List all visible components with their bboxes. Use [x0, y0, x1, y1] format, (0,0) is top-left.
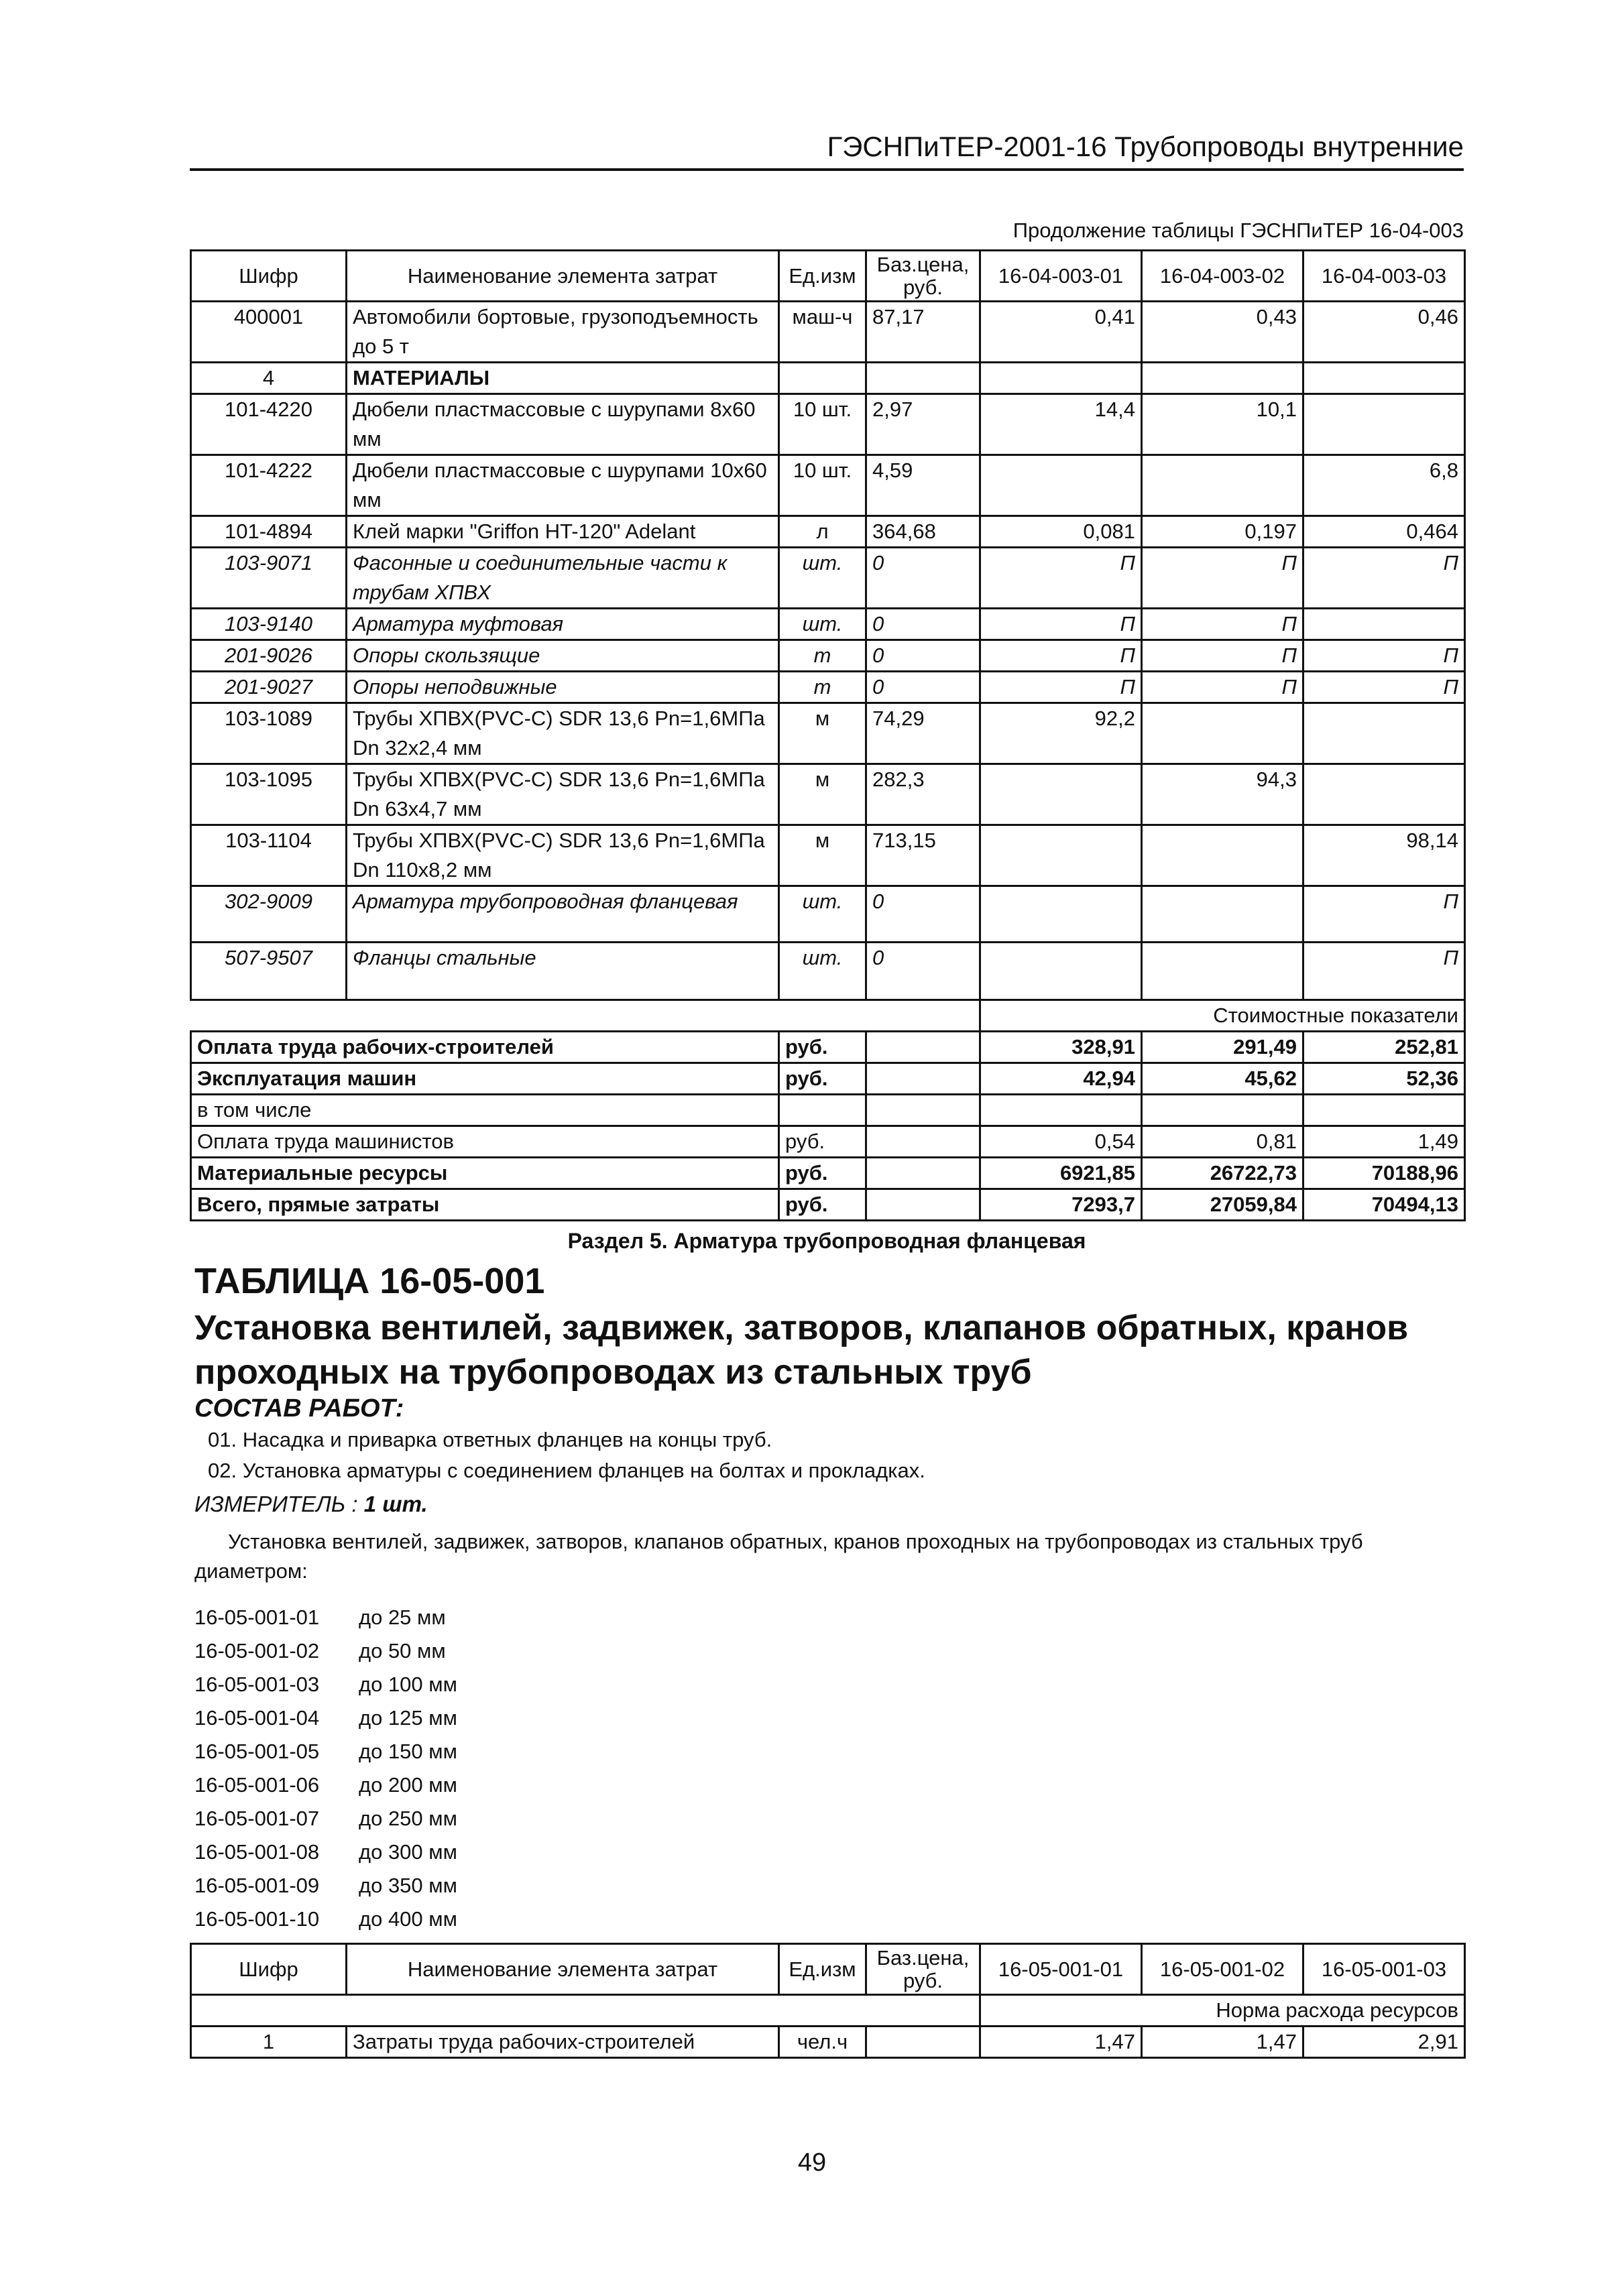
variant-code: 16-05-001-09	[194, 1874, 320, 1897]
row-value-1	[980, 455, 1142, 516]
row-value-3	[1303, 609, 1465, 640]
cost-row	[191, 1189, 1465, 1221]
header-code: Шифр	[191, 251, 347, 302]
header-col-3: 16-05-001-03	[1303, 1944, 1465, 1995]
row-unit	[779, 363, 866, 394]
cost-row	[191, 1158, 1465, 1189]
row-value-3: П	[1303, 548, 1465, 609]
row-value-2: П	[1142, 548, 1303, 609]
variant-row	[194, 1606, 446, 1630]
row-value-2	[1142, 943, 1303, 1000]
row-code: 103-1095	[191, 764, 347, 825]
cost-unit: руб.	[779, 1032, 866, 1063]
row-price: 0	[866, 640, 980, 672]
table-row	[191, 455, 1465, 516]
row-unit: 10 шт.	[779, 394, 866, 455]
running-header: ГЭСНПиТЕР-2001-16 Трубопроводы внутренние	[190, 131, 1464, 171]
row-unit: т	[779, 640, 866, 672]
row-code: 103-1089	[191, 703, 347, 764]
row-code: 201-9027	[191, 672, 347, 703]
work-item: 01. Насадка и приварка ответных фланцев на концы труб.	[208, 1428, 772, 1451]
row-unit: м	[779, 825, 866, 886]
cost-value-1: 0,54	[980, 1126, 1142, 1158]
row-value-2: 10,1	[1142, 394, 1303, 455]
variant-code: 16-05-001-04	[194, 1706, 320, 1730]
cost-price-empty	[866, 1032, 980, 1063]
table-code: ТАБЛИЦА 16-05-001	[194, 1261, 545, 1301]
row-name: Опоры скользящие	[347, 640, 779, 672]
table-row	[191, 764, 1465, 825]
table-row	[191, 825, 1465, 886]
cost-header-spacer	[191, 1000, 980, 1032]
row-unit: т	[779, 672, 866, 703]
variant-code: 16-05-001-03	[194, 1673, 320, 1696]
norm-header-spacer	[191, 1995, 980, 2027]
row-value-2: П	[1142, 609, 1303, 640]
cost-value-1	[980, 1095, 1142, 1126]
row-value-2: П	[1142, 672, 1303, 703]
table-row	[191, 394, 1465, 455]
cost-name: Оплата труда рабочих-строителей	[191, 1032, 779, 1063]
variant-code: 16-05-001-01	[194, 1606, 320, 1629]
row-code: 4	[191, 363, 347, 394]
cost-unit: руб.	[779, 1158, 866, 1189]
resource-table-16-05-001	[190, 1943, 1466, 2059]
cost-row	[191, 1095, 1465, 1126]
row-value-3: П	[1303, 886, 1465, 943]
header-row	[191, 251, 1465, 302]
variant-text: до 400 мм	[359, 1907, 457, 1931]
row-price	[866, 2027, 980, 2058]
cost-value-3	[1303, 1095, 1465, 1126]
variant-row	[194, 1639, 446, 1663]
cost-unit	[779, 1095, 866, 1126]
row-value-3	[1303, 394, 1465, 455]
row-price: 0	[866, 548, 980, 609]
row-name: МАТЕРИАЛЫ	[347, 363, 779, 394]
row-unit: м	[779, 764, 866, 825]
row-code: 302-9009	[191, 886, 347, 943]
row-name: Арматура муфтовая	[347, 609, 779, 640]
cost-price-empty	[866, 1095, 980, 1126]
variant-text: до 25 мм	[359, 1606, 446, 1629]
row-value-1	[980, 764, 1142, 825]
row-value-2: 0,197	[1142, 516, 1303, 548]
header-price: Баз.цена, руб.	[866, 251, 980, 302]
row-name: Дюбели пластмассовые с шурупами 10х60 мм	[347, 455, 779, 516]
row-value-1: 92,2	[980, 703, 1142, 764]
row-value-1: 14,4	[980, 394, 1142, 455]
header-unit: Ед.изм	[779, 1944, 866, 1995]
norm-header: Норма расхода ресурсов	[980, 1995, 1465, 2027]
row-code: 101-4220	[191, 394, 347, 455]
row-value-1	[980, 825, 1142, 886]
header-price: Баз.цена, руб.	[866, 1944, 980, 1995]
work-composition-heading: СОСТАВ РАБОТ:	[194, 1394, 404, 1423]
variant-code: 16-05-001-06	[194, 1773, 320, 1797]
table-row	[191, 943, 1465, 1000]
variant-row	[194, 1706, 457, 1730]
description: Установка вентилей, задвижек, затворов, клапанов обратных, кранов проходных на трубопроводах из стальных труб диаметром:	[194, 1530, 1363, 1583]
row-value-1: 0,41	[980, 302, 1142, 363]
resource-table-16-04-003	[190, 249, 1466, 1221]
row-value-1: П	[980, 640, 1142, 672]
variant-text: до 50 мм	[359, 1639, 446, 1663]
row-value-3: 6,8	[1303, 455, 1465, 516]
row-unit: шт.	[779, 943, 866, 1000]
variant-row	[194, 1807, 457, 1831]
continuation-caption: Продолжение таблицы ГЭСНПиТЕР 16-04-003	[1012, 219, 1464, 242]
row-price: 0	[866, 609, 980, 640]
variant-text: до 350 мм	[359, 1874, 457, 1897]
header-col-2: 16-04-003-02	[1142, 251, 1303, 302]
variant-code: 16-05-001-02	[194, 1639, 320, 1663]
row-value-2	[1142, 825, 1303, 886]
table-title: Установка вентилей, задвижек, затворов, клапанов обратных, кранов проходных на трубопроводах из стальных труб	[194, 1309, 1409, 1392]
cost-name: Всего, прямые затраты	[191, 1189, 779, 1221]
row-price	[866, 363, 980, 394]
row-value-2: П	[1142, 640, 1303, 672]
row-code: 507-9507	[191, 943, 347, 1000]
cost-value-1: 328,91	[980, 1032, 1142, 1063]
row-value-1: 0,081	[980, 516, 1142, 548]
row-unit: шт.	[779, 609, 866, 640]
table-row	[191, 516, 1465, 548]
row-price: 2,97	[866, 394, 980, 455]
variant-text: до 250 мм	[359, 1807, 457, 1830]
header-col-1: 16-05-001-01	[980, 1944, 1142, 1995]
work-item: 02. Установка арматуры с соединением фланцев на болтах и прокладках.	[208, 1459, 925, 1482]
header-col-2: 16-05-001-02	[1142, 1944, 1303, 1995]
cost-row	[191, 1063, 1465, 1095]
row-name: Трубы ХПВХ(PVC-C) SDR 13,6 Pn=1,6МПа Dn 63х4,7 мм	[347, 764, 779, 825]
table-row	[191, 363, 1465, 394]
cost-value-3: 70494,13	[1303, 1189, 1465, 1221]
row-code: 1	[191, 2027, 347, 2058]
row-value-2	[1142, 455, 1303, 516]
table-row	[191, 2027, 1465, 2058]
row-value-3	[1303, 703, 1465, 764]
cost-row	[191, 1032, 1465, 1063]
row-value-2: 1,47	[1142, 2027, 1303, 2058]
variant-code: 16-05-001-10	[194, 1907, 320, 1931]
page-number: 49	[797, 2149, 827, 2177]
variant-code: 16-05-001-08	[194, 1840, 320, 1864]
cost-price-empty	[866, 1063, 980, 1095]
cost-unit: руб.	[779, 1126, 866, 1158]
row-value-1	[980, 943, 1142, 1000]
row-name: Автомобили бортовые, грузоподъемность до 5 т	[347, 302, 779, 363]
header-col-3: 16-04-003-03	[1303, 251, 1465, 302]
cost-unit: руб.	[779, 1063, 866, 1095]
row-code: 103-1104	[191, 825, 347, 886]
cost-value-2: 26722,73	[1142, 1158, 1303, 1189]
row-value-3: 0,46	[1303, 302, 1465, 363]
row-name: Фланцы стальные	[347, 943, 779, 1000]
row-value-3: 2,91	[1303, 2027, 1465, 2058]
row-name: Арматура трубопроводная фланцевая	[347, 886, 779, 943]
row-value-1: П	[980, 548, 1142, 609]
section-title: Раздел 5. Арматура трубопроводная фланцевая	[567, 1229, 1086, 1253]
row-name: Фасонные и соединительные части к трубам ХПВХ	[347, 548, 779, 609]
cost-value-2: 27059,84	[1142, 1189, 1303, 1221]
row-unit: шт.	[779, 548, 866, 609]
variant-code: 16-05-001-07	[194, 1807, 320, 1830]
row-value-2	[1142, 703, 1303, 764]
measure-label: ИЗМЕРИТЕЛЬ :	[194, 1492, 358, 1516]
variant-text: до 125 мм	[359, 1706, 457, 1730]
header-name: Наименование элемента затрат	[347, 251, 779, 302]
row-value-3: П	[1303, 640, 1465, 672]
row-price: 282,3	[866, 764, 980, 825]
row-value-3: 98,14	[1303, 825, 1465, 886]
variant-row	[194, 1907, 457, 1931]
row-value-2	[1142, 886, 1303, 943]
cost-value-3: 252,81	[1303, 1032, 1465, 1063]
row-value-3: П	[1303, 672, 1465, 703]
table-row	[191, 548, 1465, 609]
row-value-1	[980, 363, 1142, 394]
cost-name: Материальные ресурсы	[191, 1158, 779, 1189]
variant-row	[194, 1673, 457, 1697]
row-price: 0	[866, 886, 980, 943]
row-name: Трубы ХПВХ(PVC-C) SDR 13,6 Pn=1,6МПа Dn 110х8,2 мм	[347, 825, 779, 886]
cost-value-1: 42,94	[980, 1063, 1142, 1095]
cost-name: Оплата труда машинистов	[191, 1126, 779, 1158]
row-unit: шт.	[779, 886, 866, 943]
row-value-3	[1303, 363, 1465, 394]
cost-value-1: 7293,7	[980, 1189, 1142, 1221]
row-price: 74,29	[866, 703, 980, 764]
row-value-3: П	[1303, 943, 1465, 1000]
row-price: 0	[866, 943, 980, 1000]
row-unit: маш-ч	[779, 302, 866, 363]
row-code: 400001	[191, 302, 347, 363]
cost-value-2: 45,62	[1142, 1063, 1303, 1095]
row-price: 713,15	[866, 825, 980, 886]
row-name: Опоры неподвижные	[347, 672, 779, 703]
variant-text: до 100 мм	[359, 1673, 457, 1696]
row-code: 201-9026	[191, 640, 347, 672]
cost-header: Стоимостные показатели	[980, 1000, 1465, 1032]
row-name: Клей марки "Griffon HT-120" Adelant	[347, 516, 779, 548]
variant-text: до 150 мм	[359, 1740, 457, 1763]
variant-text: до 200 мм	[359, 1773, 457, 1797]
row-unit: чел.ч	[779, 2027, 866, 2058]
table-row	[191, 302, 1465, 363]
header-row	[191, 1944, 1465, 1995]
row-value-3	[1303, 764, 1465, 825]
cost-unit: руб.	[779, 1189, 866, 1221]
row-name: Затраты труда рабочих-строителей	[347, 2027, 779, 2058]
header-unit: Ед.изм	[779, 251, 866, 302]
row-value-1: 1,47	[980, 2027, 1142, 2058]
row-value-1: П	[980, 672, 1142, 703]
table-row	[191, 640, 1465, 672]
variant-row	[194, 1840, 457, 1864]
row-code: 101-4222	[191, 455, 347, 516]
cost-value-2: 0,81	[1142, 1126, 1303, 1158]
row-code: 103-9140	[191, 609, 347, 640]
cost-name: Эксплуатация машин	[191, 1063, 779, 1095]
cost-price-empty	[866, 1189, 980, 1221]
variant-code: 16-05-001-05	[194, 1740, 320, 1763]
cost-price-empty	[866, 1158, 980, 1189]
table-row	[191, 672, 1465, 703]
measure-line	[194, 1492, 428, 1517]
row-price: 0	[866, 672, 980, 703]
header-code: Шифр	[191, 1944, 347, 1995]
variant-row	[194, 1874, 457, 1898]
table2-body	[191, 1944, 1465, 2058]
variant-text: до 300 мм	[359, 1840, 457, 1864]
row-name: Трубы ХПВХ(PVC-C) SDR 13,6 Pn=1,6МПа Dn 32х2,4 мм	[347, 703, 779, 764]
cost-row	[191, 1126, 1465, 1158]
row-value-1: П	[980, 609, 1142, 640]
variant-row	[194, 1773, 457, 1797]
table1-body	[191, 251, 1465, 1221]
table-row	[191, 703, 1465, 764]
cost-value-2: 291,49	[1142, 1032, 1303, 1063]
cost-name: в том числе	[191, 1095, 779, 1126]
cost-value-3: 70188,96	[1303, 1158, 1465, 1189]
row-name: Дюбели пластмассовые с шурупами 8х60 мм	[347, 394, 779, 455]
norm-header-row	[191, 1995, 1465, 2027]
cost-header-row	[191, 1000, 1465, 1032]
table-row	[191, 609, 1465, 640]
table-row	[191, 886, 1465, 943]
row-value-1	[980, 886, 1142, 943]
row-price: 4,59	[866, 455, 980, 516]
row-value-2	[1142, 363, 1303, 394]
variant-row	[194, 1740, 457, 1764]
cost-value-3: 1,49	[1303, 1126, 1465, 1158]
row-price: 87,17	[866, 302, 980, 363]
cost-value-3: 52,36	[1303, 1063, 1465, 1095]
cost-price-empty	[866, 1126, 980, 1158]
row-code: 103-9071	[191, 548, 347, 609]
row-code: 101-4894	[191, 516, 347, 548]
row-value-3: 0,464	[1303, 516, 1465, 548]
row-unit: 10 шт.	[779, 455, 866, 516]
row-price: 364,68	[866, 516, 980, 548]
measure-value: 1 шт.	[363, 1492, 428, 1516]
cost-value-1: 6921,85	[980, 1158, 1142, 1189]
row-value-2: 94,3	[1142, 764, 1303, 825]
row-value-2: 0,43	[1142, 302, 1303, 363]
cost-value-2	[1142, 1095, 1303, 1126]
row-unit: л	[779, 516, 866, 548]
header-col-1: 16-04-003-01	[980, 251, 1142, 302]
header-name: Наименование элемента затрат	[347, 1944, 779, 1995]
row-unit: м	[779, 703, 866, 764]
